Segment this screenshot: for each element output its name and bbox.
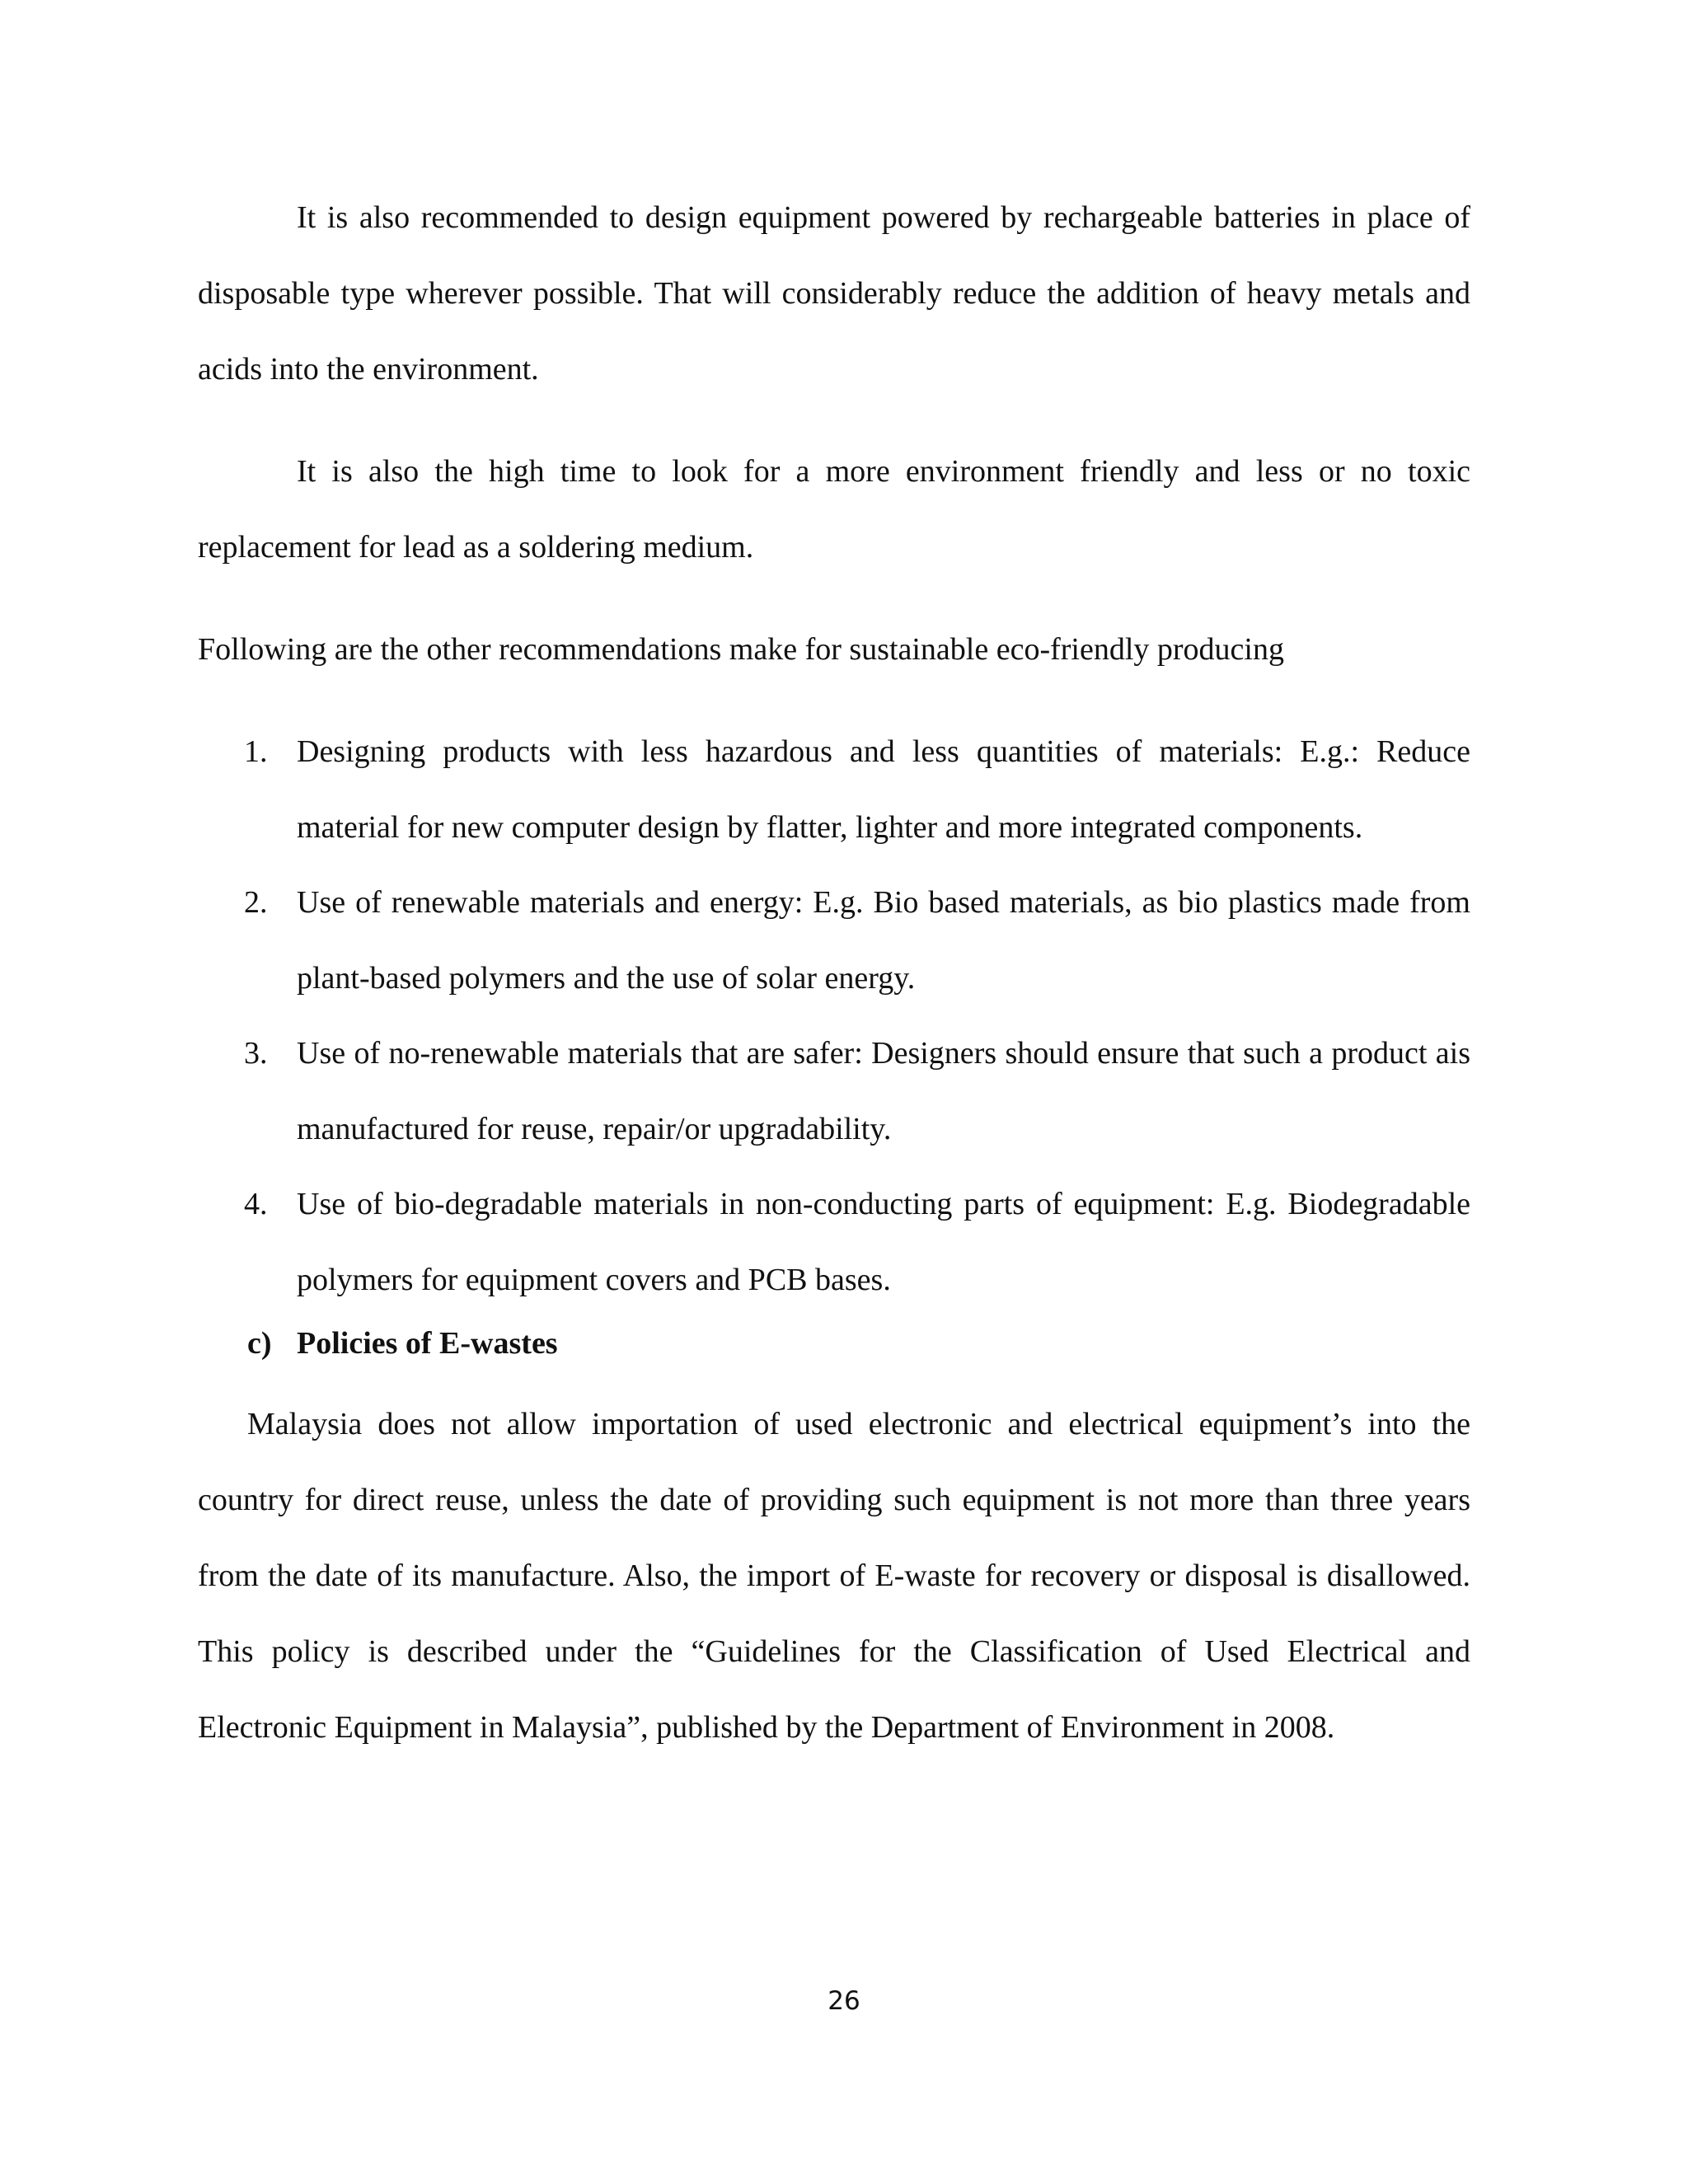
list-item [198,714,1470,865]
list-item-text: Use of no-renewable materials that are safer: Designers should ensure that such a product ais manufactured for reuse, repair/or upgradability. [297,1036,1470,1146]
list-item [198,865,1470,1016]
list-item-number: 4. [244,1187,268,1221]
list-item [198,1015,1470,1167]
paragraph-rechargeable-batteries: It is also recommended to design equipment powered by rechargeable batteries in place of disposable type wherever possible. That will considerably reduce the addition of heavy metals and acids into the environment. [198,200,1470,387]
page-number: 26 [828,1986,860,2016]
list-item-number: 2. [244,885,268,920]
section-heading [247,1319,558,1368]
list-item-text: Use of renewable materials and energy: E.g. Bio based materials, as bio plastics made from plant-based polymers and the use of solar energy. [297,885,1470,996]
list-item [198,1166,1470,1318]
list-item-text: Designing products with less hazardous and less quantities of materials: E.g.: Reduce material for new computer design by flatter, lighter and more integrated components. [297,734,1470,845]
paragraph-malaysia-policy: Malaysia does not allow importation of used electronic and electrical equipment’s into the country for direct reuse, unless the date of providing such equipment is not more than three years from the date of its manufacture. Also, the import of E-waste for recovery or disposal is disallowed. This policy is described under the “Guidelines for the Classification of Used Electrical and Electronic Equipment in Malaysia”, published by the Department of Environment in 2008. [198,1407,1470,1745]
section-heading-label: c) [247,1326,272,1361]
list-item-number: 1. [244,734,268,769]
recommendations-list [198,714,1470,1318]
paragraph-recommendations-intro: Following are the other recommendations make for sustainable eco-friendly producing [198,632,1284,667]
list-item-text: Use of bio-degradable materials in non-conducting parts of equipment: E.g. Biodegradable polymers for equipment covers and PCB bases. [297,1187,1470,1297]
list-item-number: 3. [244,1036,268,1071]
paragraph-lead-replacement: It is also the high time to look for a more environment friendly and less or no toxic replacement for lead as a soldering medium. [198,454,1470,565]
section-heading-title: Policies of E-wastes [297,1326,558,1361]
